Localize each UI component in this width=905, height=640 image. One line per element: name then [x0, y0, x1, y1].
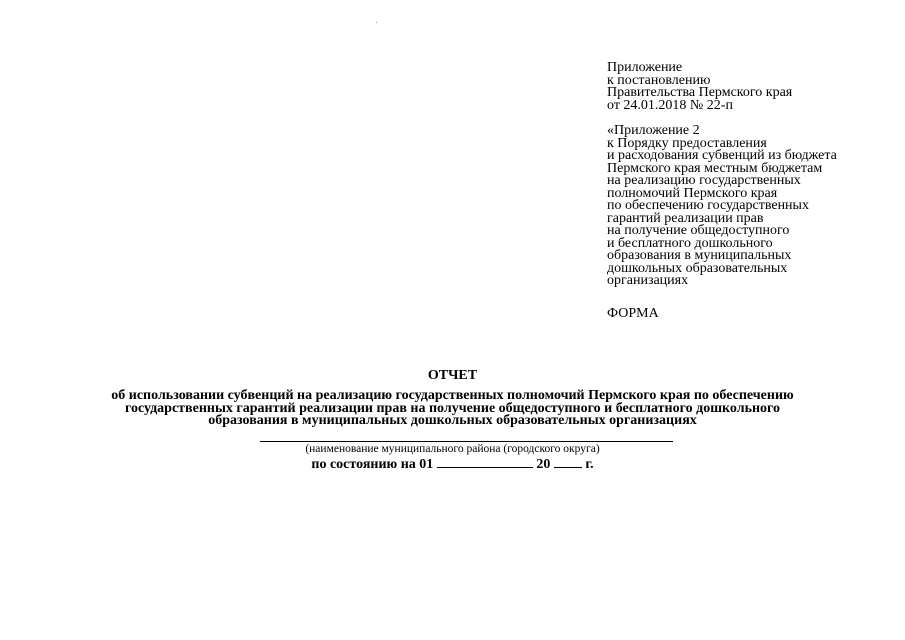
appendix-reference-line: полномочий Пермского края: [607, 185, 778, 201]
report-subtitle-line: государственных гарантий реализации прав на получение общедоступного и бесплатного дошкольного: [124, 400, 781, 416]
report-subtitle: [0, 390, 905, 428]
appendix-reference-line: на получение общедоступного: [607, 223, 790, 238]
appendix-reference-line: гарантий реализации прав: [607, 210, 764, 226]
report-date-line: [0, 456, 905, 472]
report-subtitle-line: образования в муниципальных дошкольных образовательных организациях: [208, 413, 697, 428]
appendix-reference-line: на реализацию государственных: [607, 173, 801, 188]
appendix-reference-line: к Порядку предоставления: [607, 135, 767, 151]
appendix-header-line: Правительства Пермского края: [607, 85, 793, 100]
date-month-blank: [437, 456, 533, 468]
appendix-header-line: Приложение: [607, 60, 683, 75]
municipality-name-blank-line: [260, 441, 673, 442]
appendix-header-block: [607, 62, 899, 288]
appendix-reference-line: Пермского края местным бюджетам: [607, 160, 823, 176]
appendix-reference-line: организациях: [607, 273, 689, 288]
date-prefix: по состоянию на 01: [311, 457, 434, 472]
appendix-reference-line: дошкольных образовательных: [607, 260, 788, 276]
appendix-reference-line: «Приложение 2: [607, 123, 700, 138]
municipality-name-caption: (наименование муниципального района (городского округа): [305, 443, 600, 455]
appendix-header-line: к постановлению: [607, 72, 711, 88]
appendix-reference-line: и бесплатного дошкольного: [607, 235, 773, 251]
appendix-reference-line: по обеспечению государственных: [607, 198, 809, 213]
appendix-header-line: от 24.01.2018 № 22-п: [607, 97, 733, 113]
scan-speck: [376, 22, 377, 23]
appendix-reference-line: образования в муниципальных: [607, 248, 792, 263]
appendix-reference: [607, 125, 899, 288]
form-label: ФОРМА: [607, 306, 659, 321]
date-year-blank: [554, 456, 582, 468]
appendix-header: [607, 62, 899, 112]
report-title: ОТЧЕТ: [427, 368, 478, 383]
report-subtitle-line: об использовании субвенций на реализацию государственных полномочий Пермского края по обеспечению: [111, 388, 794, 403]
date-year-prefix: 20: [536, 457, 551, 472]
date-suffix: г.: [585, 457, 594, 472]
appendix-reference-line: и расходования субвенций из бюджета: [607, 148, 837, 163]
